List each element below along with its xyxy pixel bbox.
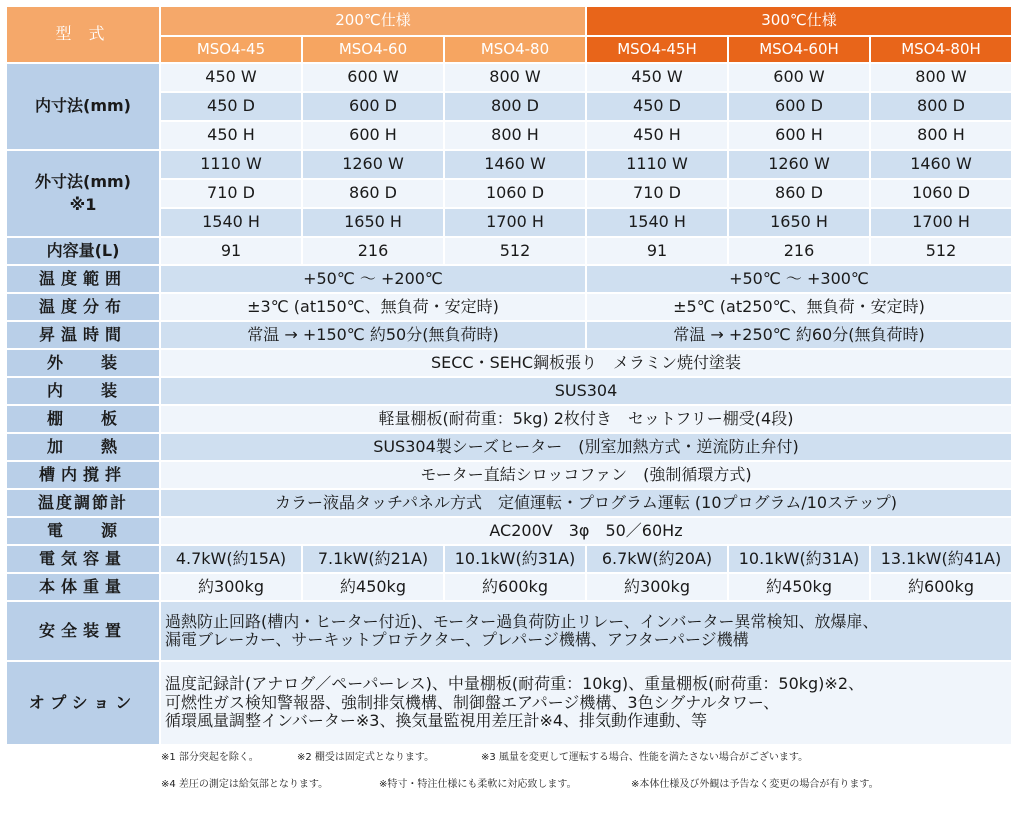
footnote: ※3 風量を変更して運転する場合、性能を満たさない場合がございます。 <box>481 752 809 763</box>
cell: 10.1kW(約31A) <box>445 546 585 572</box>
cell: 600 W <box>303 64 443 91</box>
cell: 800 H <box>871 122 1011 149</box>
capacity-label: 内容量(L) <box>7 238 159 264</box>
cell: 450 W <box>161 64 301 91</box>
cell: 1110 W <box>161 151 301 178</box>
cell: 1540 H <box>161 209 301 236</box>
heat-time-label: 昇温時間 <box>7 322 159 348</box>
model-header: MSO4-60 <box>303 37 443 62</box>
cell: 1700 H <box>445 209 585 236</box>
cell: 1060 D <box>871 180 1011 207</box>
cell: 約300kg <box>587 574 727 600</box>
model-header: MSO4-45 <box>161 37 301 62</box>
footnotes <box>5 750 1011 792</box>
cell: 6.7kW(約20A) <box>587 546 727 572</box>
spec-sheet <box>5 5 1011 792</box>
cell: 450 D <box>587 93 727 120</box>
shelf-label: 棚板 <box>7 406 159 432</box>
group-200-header: 200℃仕様 <box>161 7 585 35</box>
cell: 216 <box>729 238 869 264</box>
outer-dims-title: 外寸法(mm) <box>35 172 131 192</box>
cell: 1460 W <box>445 151 585 178</box>
cell: 512 <box>871 238 1011 264</box>
cell: 450 W <box>587 64 727 91</box>
cell: 1110 W <box>587 151 727 178</box>
footnote: ※1 部分突起を除く。 <box>161 752 259 763</box>
cell: 1460 W <box>871 151 1011 178</box>
cell: 1540 H <box>587 209 727 236</box>
cell: +50℃ ～ +200℃ <box>161 266 585 292</box>
footnote: ※2 棚受は固定式となります。 <box>297 752 435 763</box>
stir-label: 槽内撹拌 <box>7 462 159 488</box>
cell: 13.1kW(約41A) <box>871 546 1011 572</box>
type-header: 型 式 <box>7 7 159 62</box>
options-cell <box>161 662 1011 744</box>
cell: 1650 H <box>729 209 869 236</box>
cell: AC200V 3φ 50／60Hz <box>161 518 1011 544</box>
cell: 約600kg <box>871 574 1011 600</box>
cell: 約300kg <box>161 574 301 600</box>
cell: 常温 → +250℃ 約60分(無負荷時) <box>587 322 1011 348</box>
inner-dims-label: 内寸法(mm) <box>7 64 159 149</box>
cell: 7.1kW(約21A) <box>303 546 443 572</box>
cell: 1060 D <box>445 180 585 207</box>
footnote: ※本体仕様及び外観は予告なく変更の場合が有ります。 <box>631 779 879 790</box>
cell: +50℃ ～ +300℃ <box>587 266 1011 292</box>
cell: 約600kg <box>445 574 585 600</box>
cell: 800 D <box>445 93 585 120</box>
interior-label: 内装 <box>7 378 159 404</box>
cell: 512 <box>445 238 585 264</box>
temp-range-label: 温度範囲 <box>7 266 159 292</box>
cell: 1260 W <box>729 151 869 178</box>
cell: 600 D <box>303 93 443 120</box>
power-label: 電源 <box>7 518 159 544</box>
cell: カラー液晶タッチパネル方式 定値運転・プログラム運転 (10プログラム/10ステップ) <box>161 490 1011 516</box>
safety-label: 安全装置 <box>7 602 159 660</box>
temp-dist-label: 温度分布 <box>7 294 159 320</box>
cell: 450 H <box>587 122 727 149</box>
cell: モーター直結シロッコファン (強制循環方式) <box>161 462 1011 488</box>
safety-cell <box>161 602 1011 660</box>
cell: 216 <box>303 238 443 264</box>
cell: 800 W <box>871 64 1011 91</box>
cell: 軽量棚板(耐荷重：5kg) 2枚付き セットフリー棚受(4段) <box>161 406 1011 432</box>
cell: 710 D <box>587 180 727 207</box>
cell: SUS304 <box>161 378 1011 404</box>
cell: 600 D <box>729 93 869 120</box>
footnote: ※特寸・特注仕様にも柔軟に対応致します。 <box>379 779 577 790</box>
footnote: ※4 差圧の測定は給気部となります。 <box>161 779 329 790</box>
options-line: 循環風量調整インバーター※3、換気量監視用差圧計※4、排気動作連動、等 <box>165 711 708 731</box>
cell: 1700 H <box>871 209 1011 236</box>
cell: 450 H <box>161 122 301 149</box>
cell: 1650 H <box>303 209 443 236</box>
weight-label: 本体重量 <box>7 574 159 600</box>
cell: 710 D <box>161 180 301 207</box>
cell: 860 D <box>303 180 443 207</box>
exterior-label: 外装 <box>7 350 159 376</box>
heating-label: 加熱 <box>7 434 159 460</box>
cell: 91 <box>161 238 301 264</box>
cell: 450 D <box>161 93 301 120</box>
cell: 800 D <box>871 93 1011 120</box>
cell: 10.1kW(約31A) <box>729 546 869 572</box>
options-label: オプション <box>7 662 159 744</box>
group-300-header: 300℃仕様 <box>587 7 1011 35</box>
options-line: 温度記録計(アナログ／ペーパーレス)、中量棚板(耐荷重：10kg)、重量棚板(耐荷重：50kg)※2、 <box>165 674 865 694</box>
model-header: MSO4-80H <box>871 37 1011 62</box>
cell: 600 W <box>729 64 869 91</box>
model-header: MSO4-80 <box>445 37 585 62</box>
options-line: 可燃性ガス検知警報器、強制排気機構、制御盤エアパージ機構、3色シグナルタワー、 <box>165 692 780 712</box>
cell: 600 H <box>303 122 443 149</box>
model-header: MSO4-45H <box>587 37 727 62</box>
cell: 約450kg <box>303 574 443 600</box>
cell: 4.7kW(約15A) <box>161 546 301 572</box>
cell: 860 D <box>729 180 869 207</box>
cell: 常温 → +150℃ 約50分(無負荷時) <box>161 322 585 348</box>
cell: SUS304製シーズヒーター (別室加熱方式・逆流防止弁付) <box>161 434 1011 460</box>
controller-label: 温度調節計 <box>7 490 159 516</box>
safety-line: 漏電ブレーカー、サーキットプロテクター、プレパージ機構、アフターパージ機構 <box>165 630 749 649</box>
cell: 約450kg <box>729 574 869 600</box>
spec-table <box>5 5 1013 746</box>
cell: 800 H <box>445 122 585 149</box>
elec-cap-label: 電気容量 <box>7 546 159 572</box>
cell: 91 <box>587 238 727 264</box>
cell: SECC・SEHC鋼板張り メラミン焼付塗装 <box>161 350 1011 376</box>
outer-dims-label <box>7 151 159 236</box>
safety-line: 過熱防止回路(槽内・ヒーター付近)、モーター過負荷防止リレー、インバーター異常検知、放爆扉、 <box>165 611 879 631</box>
cell: ±3℃ (at150℃、無負荷・安定時) <box>161 294 585 320</box>
cell: ±5℃ (at250℃、無負荷・安定時) <box>587 294 1011 320</box>
cell: 600 H <box>729 122 869 149</box>
cell: 800 W <box>445 64 585 91</box>
outer-dims-note: ※1 <box>69 194 97 214</box>
model-header: MSO4-60H <box>729 37 869 62</box>
cell: 1260 W <box>303 151 443 178</box>
